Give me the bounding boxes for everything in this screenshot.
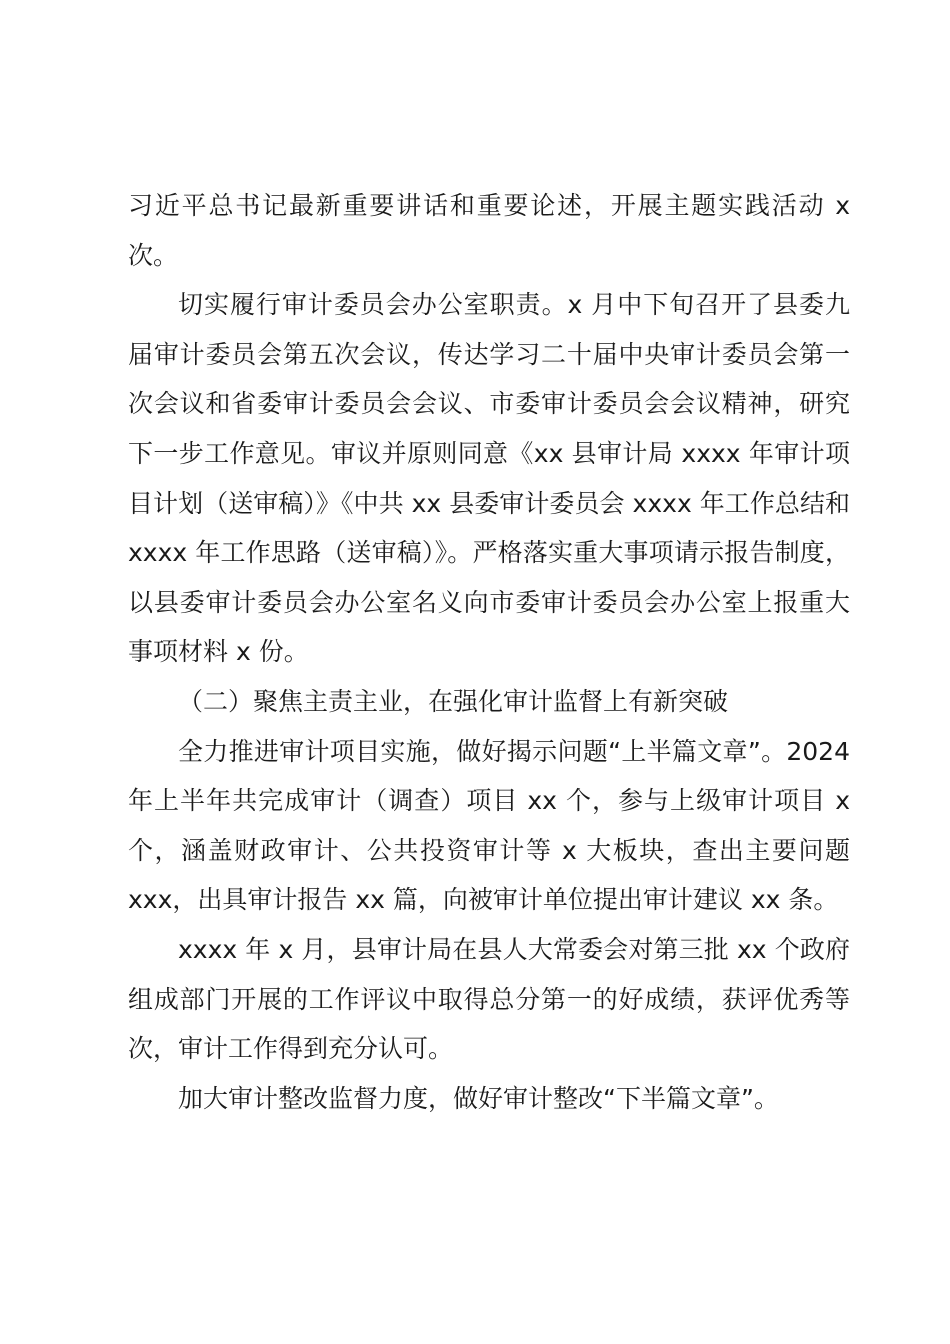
paragraph-audit-committee-office: 切实履行审计委员会办公室职责。x 月中下旬召开了县委九届审计委员会第五次会议，传达学习二十届中央审计委员会第一次会议和省委审计委员会会议、市委审计委员会会议精神，研究下一步工作意见。审议并原则同意《xx 县审计局 xxxx 年审计项目计划（送审稿）》《中共 xx 县委审计委员会 xxxx 年工作总结和 xxxx 年工作思路（送审稿）》。严格落实重大事项请示报告制度，以县委审计委员会办公室名义向市委审计委员会办公室上报重大事项材料 x 份。: [128, 290, 850, 667]
paragraph-continued: 习近平总书记最新重要讲话和重要论述，开展主题实践活动 x 次。: [128, 191, 850, 270]
document-body: [128, 181, 850, 1123]
paragraph-evaluation-result: xxxx 年 x 月，县审计局在县人大常委会对第三批 xx 个政府组成部门开展的工作评议中取得总分第一的好成绩，获评优秀等次，审计工作得到充分认可。: [128, 934, 850, 1064]
section-heading: （二）聚焦主责主业，在强化审计监督上有新突破: [178, 686, 729, 716]
paragraph-rectification: 加大审计整改监督力度，做好审计整改“下半篇文章”。: [178, 1083, 779, 1113]
paragraph-audit-projects: 全力推进审计项目实施，做好揭示问题“上半篇文章”。2024 年上半年共完成审计（调查）项目 xx 个，参与上级审计项目 x 个，涵盖财政审计、公共投资审计等 x 大板块，查出主要问题 xxx，出具审计报告 xx 篇，向被审计单位提出审计建议 xx 条。: [128, 736, 850, 915]
